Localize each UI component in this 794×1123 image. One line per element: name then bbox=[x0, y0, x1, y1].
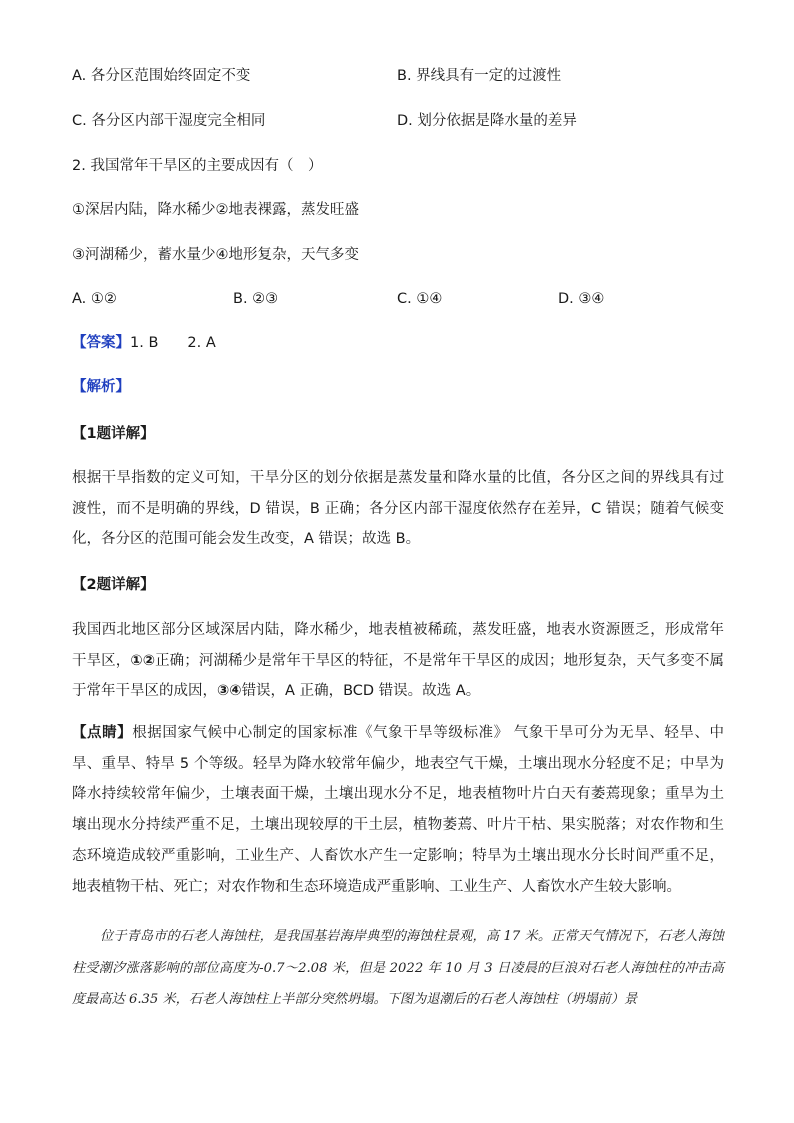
q2-detail-text-c: 错误，A 正确，BCD 错误。故选 A。 bbox=[241, 683, 481, 700]
q2-detail-paragraph bbox=[72, 615, 724, 707]
q2-statement-line-2: ③河湖稀少，蓄水量少④地形复杂，天气多变 bbox=[72, 247, 359, 263]
q1-option-b: B. 界线具有一定的过渡性 bbox=[397, 68, 562, 84]
tip-label: 【点睛】 bbox=[72, 725, 133, 741]
q1-option-d: D. 划分依据是降水量的差异 bbox=[397, 113, 577, 129]
q2-statement-line-1: ①深居内陆，降水稀少②地表裸露，蒸发旺盛 bbox=[72, 202, 359, 218]
q2-option-a: A. ①② bbox=[72, 291, 117, 307]
q1-detail-text: 根据干旱指数的定义可知，干旱分区的划分依据是蒸发量和降水量的比值，各分区之间的界线具有过渡性，而不是明确的界线，D 错误，B 正确；各分区内部干湿度依然存在差异，C 错误；随着气候变化，各分区的范围可能会发生改变，A 错误；故选 B。 bbox=[72, 470, 724, 548]
answer-label: 【答案】 bbox=[72, 335, 130, 351]
tip-text: 根据国家气候中心制定的国家标准《气象干旱等级标准》 气象干旱可分为无旱、轻旱、中旱、重旱、特旱 5 个等级。轻旱为降水较常年偏少，地表空气干燥，土壤出现水分轻度不足；中旱为降水持续较常年偏少，土壤表面干燥，土壤出现水分不足，地表植物叶片白天有萎蔫现象；重旱为土壤出现水分持续严重不足，土壤出现较厚的干土层，植物萎蔫、叶片干枯、果实脱落；对农作物和生态环境造成较严重影响，工业生产、人畜饮水产生一定影响；特旱为土壤出现水分长时间严重不足，地表植物干枯、死亡；对农作物和生态环境造成严重影响、工业生产、人畜饮水产生较大影响。 bbox=[72, 725, 725, 895]
q2-detail-text-b: 正确；河湖稀少是常年干旱区的特征，不是常年干旱区的成因；地形复杂，天气多变不属于常年干旱区的成因， bbox=[72, 652, 724, 700]
q2-detail-mark-a: ①② bbox=[130, 652, 156, 669]
q1-option-c: C. 各分区内部干湿度完全相同 bbox=[72, 113, 266, 129]
analysis-label bbox=[72, 377, 130, 397]
q1-option-a: A. 各分区范围始终固定不变 bbox=[72, 68, 251, 84]
answer-line bbox=[72, 333, 216, 353]
q1-detail-label: 【1题详解】 bbox=[72, 426, 155, 442]
q2-option-c: C. ①④ bbox=[397, 291, 443, 307]
q2-detail-mark-b: ③④ bbox=[217, 683, 242, 700]
q2-detail-label: 【2题详解】 bbox=[72, 577, 155, 593]
q2-stem: 2. 我国常年干旱区的主要成因有（ ） bbox=[72, 158, 323, 174]
next-passage: 位于青岛市的石老人海蚀柱，是我国基岩海岸典型的海蚀柱景观，高 17 米。正常天气情况下，石老人海蚀柱受潮汐涨落影响的部位高度为-0.7～2.08 米，但是 2022 年 10 月 3 日凌晨的巨浪对石老人海蚀柱的冲击高度最高达 6.35 米，石老人海蚀柱上半部分突然坍塌。下图为退潮后的石老人海蚀柱（坍塌前）景 bbox=[72, 929, 724, 1007]
answer-text: 1. B 2. A bbox=[130, 335, 216, 351]
q2-option-d: D. ③④ bbox=[558, 291, 605, 307]
analysis-label-text: 【解析】 bbox=[72, 379, 130, 395]
q2-detail-text-a: 我国西北地区部分区域深居内陆，降水稀少，地表植被稀疏，蒸发旺盛，地表水资源匮乏，形成常年干旱区， bbox=[72, 622, 724, 669]
tip-paragraph bbox=[72, 718, 724, 902]
q2-option-b: B. ②③ bbox=[233, 291, 279, 307]
